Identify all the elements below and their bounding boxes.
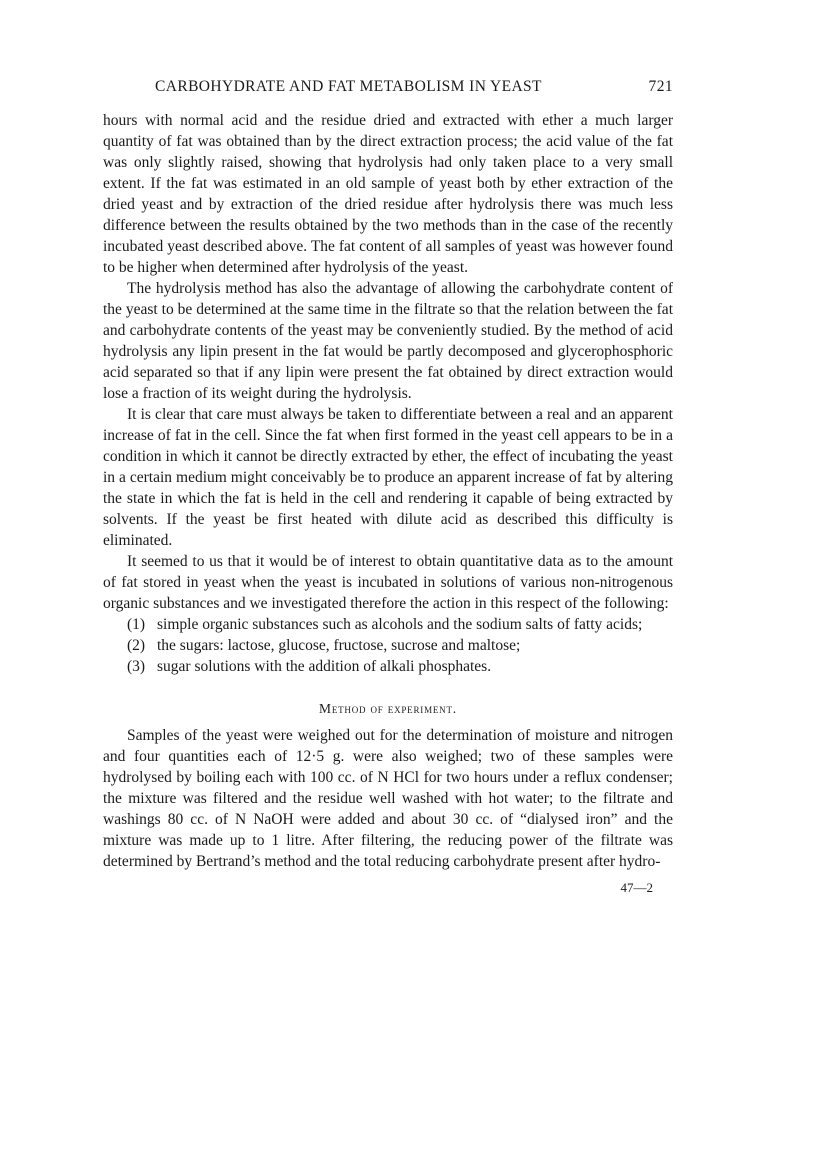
list-item-number: (3) (127, 658, 146, 675)
list-item (103, 656, 673, 677)
paragraph: hours with normal acid and the residue dried and extracted with ether a much larger quantity of fat was obtained than by the direct extraction process; the acid value of the fat was only slightly raised, showing that hydrolysis had only taken place to a very small extent. If the fat was estimated in an old sample of yeast both by ether extraction of the dried yeast and by extraction of the dried residue after hydrolysis there was much less difference between the results obtained by the two methods than in the case of the recently incubated yeast described above. The fat content of all samples of yeast was however found to be higher when determined after hydrolysis of the yeast. (103, 112, 673, 276)
body-text (103, 110, 673, 872)
list-item-text: sugar solutions with the addition of alkali phosphates. (157, 658, 492, 675)
list-item (103, 614, 673, 635)
paragraph: It is clear that care must always be taken to differentiate between a real and an apparent increase of fat in the cell. Since the fat when first formed in the yeast cell appears to be in a condition in which it cannot be directly extracted by ether, the effect of incubating the yeast in a certain medium might conceivably be to produce an apparent increase of fat by altering the state in which the fat is held in the cell and rendering it capable of being extracted by solvents. If the yeast be first heated with dilute acid as described this difficulty is eliminated. (103, 406, 673, 549)
list-item-text: the sugars: lactose, glucose, fructose, sucrose and maltose; (157, 637, 521, 654)
list-item-number: (2) (127, 637, 146, 654)
page (103, 78, 673, 896)
running-title: CARBOHYDRATE AND FAT METABOLISM IN YEAST (155, 78, 542, 95)
signature-mark: 47—2 (620, 880, 653, 895)
section-heading: Method of experiment. (319, 701, 457, 716)
substance-list (103, 614, 673, 677)
list-item-text: simple organic substances such as alcohols and the sodium salts of fatty acids; (157, 616, 643, 633)
running-head (103, 78, 673, 96)
paragraph: Samples of the yeast were weighed out for the determination of moisture and nitrogen and four quantities each of 12·5 g. were also weighed; two of these samples were hydrolysed by boiling each with 100 cc. of N HCl for two hours under a reflux condenser; the mixture was filtered and the residue well washed with hot water; to the filtrate and washings 80 cc. of N NaOH were added and about 30 cc. of “dialysed iron” and the mixture was made up to 1 litre. After filtering, the reducing power of the filtrate was determined by Bertrand’s method and the total reducing carbohydrate present after hydro- (103, 727, 673, 870)
page-number: 721 (648, 78, 673, 95)
list-item-number: (1) (127, 616, 146, 633)
list-item (103, 635, 673, 656)
paragraph: It seemed to us that it would be of interest to obtain quantitative data as to the amount of fat stored in yeast when the yeast is incubated in solutions of various non-nitrogenous organic substances and we investigated therefore the action in this respect of the following: (103, 553, 673, 612)
paragraph: The hydrolysis method has also the advantage of allowing the carbohydrate content of the yeast to be determined at the same time in the filtrate so that the relation between the fat and carbohydrate contents of the yeast may be conveniently studied. By the method of acid hydrolysis any lipin present in the fat would be partly decomposed and glycerophosphoric acid separated so that if any lipin were present the fat obtained by direct extraction would lose a fraction of its weight during the hydrolysis. (103, 280, 673, 402)
